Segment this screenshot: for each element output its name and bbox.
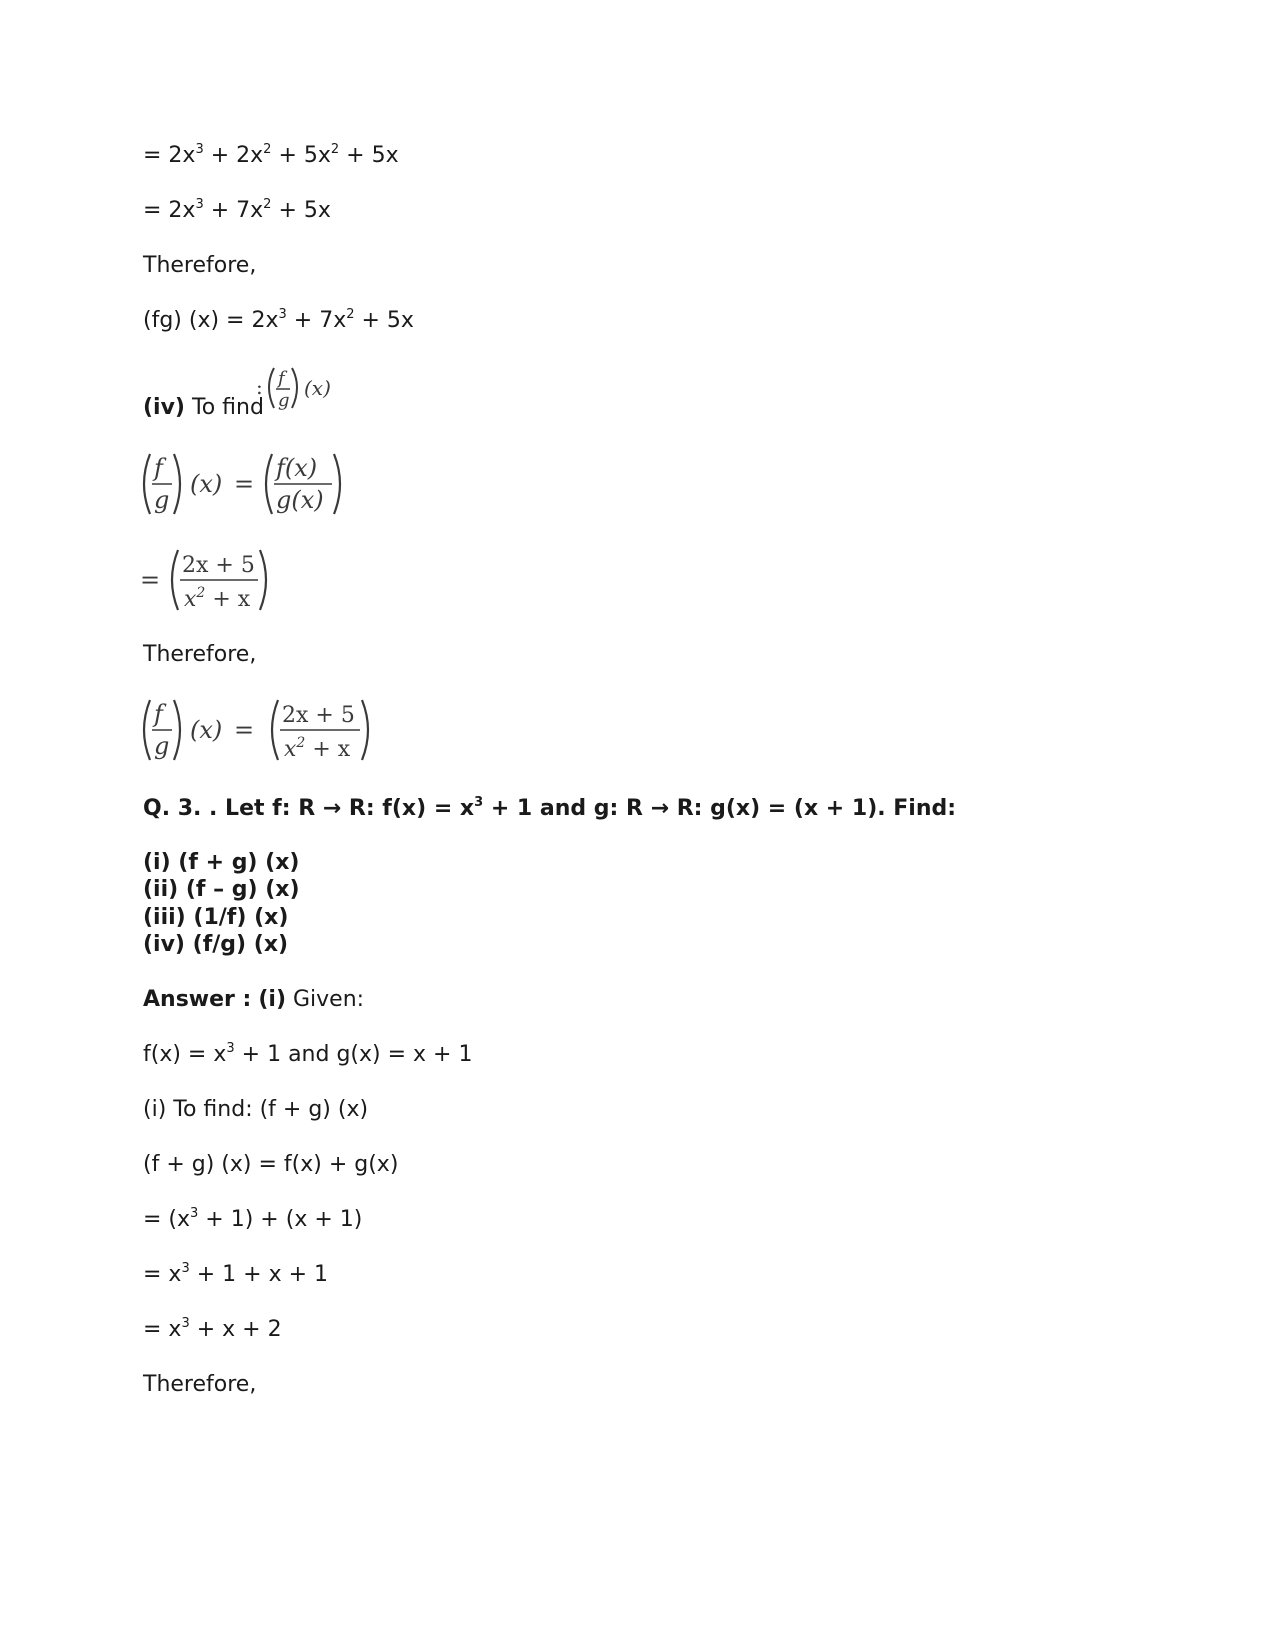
answer-line-2: (i) To find: (f + g) (x) (143, 1097, 369, 1122)
argument-x: (x) (304, 376, 331, 400)
question-item-4: (iv) (f/g) (x) (143, 932, 289, 957)
exponent: 3 (195, 142, 204, 157)
text: + 5x (354, 308, 414, 333)
exponent: 2 (263, 142, 272, 157)
text: + 1 and g: R → R: g(x) = (x + 1). Find: (483, 796, 957, 821)
exponent: 3 (474, 795, 484, 810)
text: (fg) (x) = 2x (143, 308, 279, 333)
denominator-g: g (278, 390, 290, 411)
equation-line-2 (143, 197, 331, 225)
therefore-text-3: Therefore, (143, 1372, 257, 1397)
text: Given: (286, 987, 365, 1012)
text: + 1 + x + 1 (189, 1262, 329, 1287)
answer-line-1 (143, 1041, 472, 1069)
text: + 5x (271, 143, 331, 168)
numerator-f: f (278, 368, 285, 389)
question-title (143, 795, 956, 823)
part-label: (iv) (143, 395, 185, 420)
equals-sign: = (234, 470, 255, 498)
exponent: 3 (181, 1316, 190, 1331)
text: = x (143, 1317, 182, 1342)
text: + 7x (286, 308, 347, 333)
denominator-g: g (154, 732, 170, 760)
question-item-1: (i) (f + g) (x) (143, 850, 300, 875)
numerator-fx: f(x) (276, 454, 318, 482)
answer-line-6 (143, 1316, 282, 1344)
text: + 1) + (x + 1) (198, 1207, 363, 1232)
equation-line-1 (143, 142, 399, 170)
text: + 2x (203, 143, 264, 168)
exponent: 2 (330, 142, 340, 157)
text: + 7x (203, 198, 264, 223)
denominator-gx: g(x) (276, 486, 324, 514)
argument-x: (x) (190, 470, 223, 498)
denominator-g: g (154, 486, 170, 514)
formula-fraction-result (138, 544, 298, 620)
equals-sign: = (234, 716, 255, 744)
formula-f-over-g-result (138, 694, 388, 770)
equals-sign: = (140, 566, 161, 594)
numerator-f: f (154, 700, 163, 728)
denominator: $x^2 + x$ (284, 735, 351, 762)
argument-x: (x) (190, 716, 223, 744)
exponent: 3 (278, 307, 287, 322)
exponent: 2 (263, 197, 272, 212)
answer-line-5 (143, 1261, 328, 1289)
answer-line-4 (143, 1206, 362, 1234)
text: Q. 3. . Let f: R → R: f(x) = x (143, 796, 475, 821)
colon: : (256, 375, 263, 399)
equation-line-fg (143, 307, 414, 335)
text: + 5x (271, 198, 331, 223)
question-item-3: (iii) (1/f) (x) (143, 905, 289, 930)
formula-f-over-g-definition (138, 448, 358, 524)
text: = (x (143, 1207, 191, 1232)
denominator: $x^2 + x$ (184, 585, 251, 612)
therefore-text-1: Therefore, (143, 253, 257, 278)
exponent: 3 (181, 1261, 190, 1276)
text: + x + 2 (189, 1317, 282, 1342)
exponent: 3 (195, 197, 204, 212)
answer-line-3: (f + g) (x) = f(x) + g(x) (143, 1152, 399, 1177)
therefore-text-2: Therefore, (143, 642, 257, 667)
exponent: 3 (190, 1206, 199, 1221)
numerator: 2x + 5 (182, 553, 255, 578)
answer-heading (143, 986, 364, 1014)
text: + 1 and g(x) = x + 1 (234, 1042, 473, 1067)
numerator-f: f (154, 454, 163, 482)
answer-label: Answer : (143, 987, 252, 1012)
text: To find (185, 395, 264, 420)
exponent: 3 (226, 1041, 235, 1056)
text: = 2x (143, 198, 196, 223)
exponent: 2 (346, 307, 355, 322)
text: f(x) = x (143, 1042, 227, 1067)
to-find-line (143, 394, 264, 422)
f-over-g-formula-small (256, 362, 356, 420)
text: + 5x (339, 143, 399, 168)
text: = x (143, 1262, 182, 1287)
part-label: (i) (258, 987, 286, 1012)
numerator: 2x + 5 (282, 703, 355, 728)
question-item-2: (ii) (f – g) (x) (143, 877, 300, 902)
text: = 2x (143, 143, 196, 168)
